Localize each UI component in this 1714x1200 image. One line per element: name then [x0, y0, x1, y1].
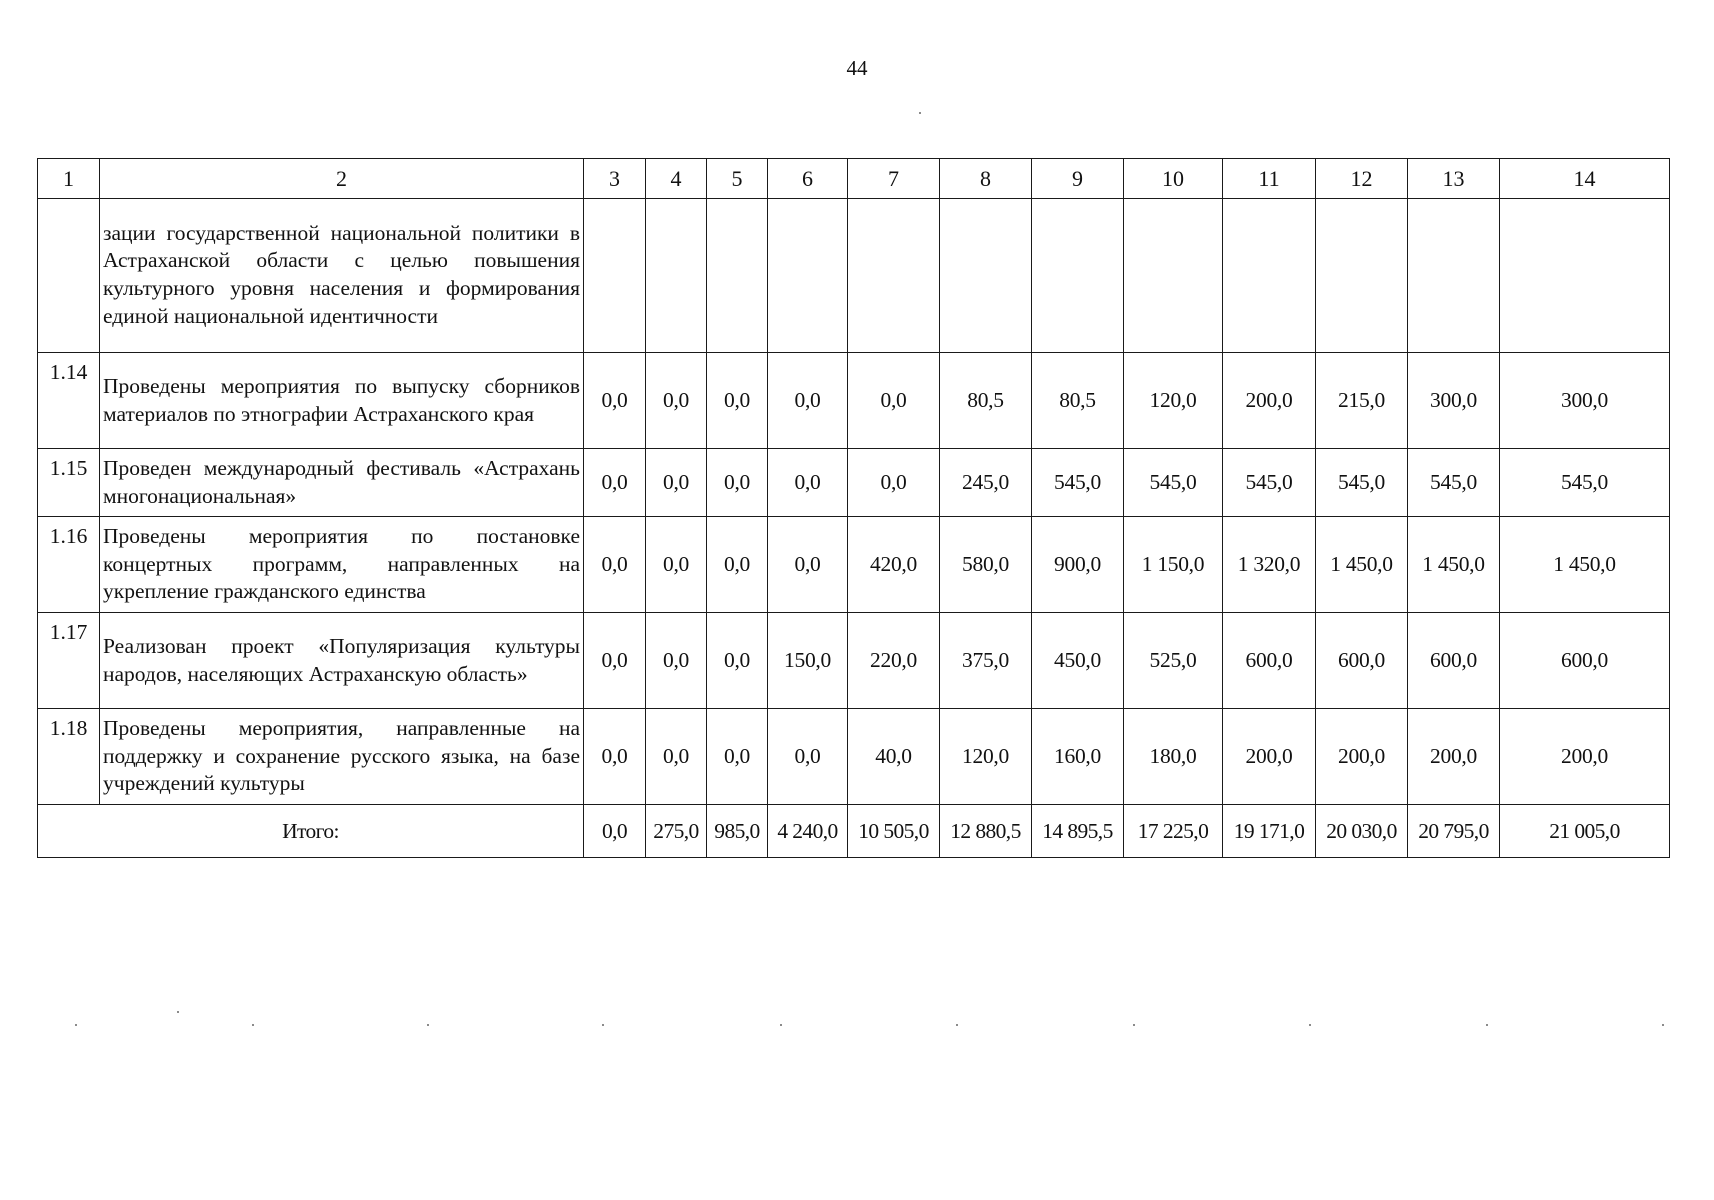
- column-header: 14: [1500, 159, 1670, 199]
- value-cell: [768, 199, 848, 353]
- scan-speck: [427, 1024, 429, 1026]
- total-value-cell: 20 795,0: [1408, 805, 1500, 858]
- column-number-row: [38, 159, 1670, 199]
- value-cell: [848, 199, 940, 353]
- total-row: [38, 805, 1670, 858]
- table-row: [38, 449, 1670, 517]
- scan-speck: [919, 112, 921, 114]
- value-cell: 0,0: [707, 517, 768, 613]
- row-number: 1.15: [38, 449, 100, 517]
- value-cell: [1408, 199, 1500, 353]
- value-cell: 0,0: [646, 353, 707, 449]
- value-cell: 0,0: [584, 353, 646, 449]
- value-cell: 545,0: [1408, 449, 1500, 517]
- value-cell: 0,0: [848, 449, 940, 517]
- value-cell: [1223, 199, 1316, 353]
- value-cell: 200,0: [1223, 709, 1316, 805]
- column-header: 8: [940, 159, 1032, 199]
- column-header: 13: [1408, 159, 1500, 199]
- column-header: 6: [768, 159, 848, 199]
- table-row: [38, 613, 1670, 709]
- value-cell: 0,0: [707, 449, 768, 517]
- value-cell: 0,0: [707, 353, 768, 449]
- value-cell: [646, 199, 707, 353]
- value-cell: 200,0: [1408, 709, 1500, 805]
- scan-speck: [1486, 1024, 1488, 1026]
- budget-table: [37, 158, 1670, 858]
- value-cell: 0,0: [584, 449, 646, 517]
- value-cell: 180,0: [1124, 709, 1223, 805]
- total-value-cell: 4 240,0: [768, 805, 848, 858]
- total-label: Итого:: [38, 805, 584, 858]
- value-cell: 200,0: [1500, 709, 1670, 805]
- column-header: 10: [1124, 159, 1223, 199]
- value-cell: [940, 199, 1032, 353]
- column-header: 4: [646, 159, 707, 199]
- column-header: 12: [1316, 159, 1408, 199]
- value-cell: 160,0: [1032, 709, 1124, 805]
- value-cell: [1032, 199, 1124, 353]
- value-cell: 0,0: [646, 709, 707, 805]
- value-cell: 0,0: [768, 709, 848, 805]
- value-cell: [1500, 199, 1670, 353]
- value-cell: 375,0: [940, 613, 1032, 709]
- total-value-cell: 14 895,5: [1032, 805, 1124, 858]
- value-cell: 0,0: [768, 449, 848, 517]
- scan-speck: [1309, 1024, 1311, 1026]
- value-cell: 40,0: [848, 709, 940, 805]
- total-value-cell: 17 225,0: [1124, 805, 1223, 858]
- row-description: Проведены мероприятия, направленные на поддержку и сохранение русского языка, на базе учреждений культуры: [100, 709, 584, 805]
- value-cell: 580,0: [940, 517, 1032, 613]
- value-cell: 545,0: [1124, 449, 1223, 517]
- column-header: 2: [100, 159, 584, 199]
- value-cell: 300,0: [1500, 353, 1670, 449]
- value-cell: 0,0: [646, 613, 707, 709]
- value-cell: 1 450,0: [1500, 517, 1670, 613]
- value-cell: 600,0: [1316, 613, 1408, 709]
- value-cell: 80,5: [940, 353, 1032, 449]
- value-cell: [1124, 199, 1223, 353]
- scan-speck: [252, 1024, 254, 1026]
- scan-speck: [1662, 1024, 1664, 1026]
- value-cell: 220,0: [848, 613, 940, 709]
- table-row: [38, 709, 1670, 805]
- value-cell: 1 450,0: [1316, 517, 1408, 613]
- value-cell: [1316, 199, 1408, 353]
- row-description: зации государственной национальной политики в Астраханской области с целью повышения культурного уровня населения и формирования единой национальной идентичности: [100, 199, 584, 353]
- value-cell: 0,0: [768, 353, 848, 449]
- value-cell: 245,0: [940, 449, 1032, 517]
- value-cell: 1 450,0: [1408, 517, 1500, 613]
- total-value-cell: 10 505,0: [848, 805, 940, 858]
- value-cell: 1 150,0: [1124, 517, 1223, 613]
- column-header: 5: [707, 159, 768, 199]
- row-number: 1.14: [38, 353, 100, 449]
- scan-speck: [956, 1024, 958, 1026]
- total-value-cell: 21 005,0: [1500, 805, 1670, 858]
- column-header: 9: [1032, 159, 1124, 199]
- value-cell: 200,0: [1223, 353, 1316, 449]
- value-cell: 80,5: [1032, 353, 1124, 449]
- value-cell: 900,0: [1032, 517, 1124, 613]
- value-cell: 545,0: [1500, 449, 1670, 517]
- value-cell: 600,0: [1500, 613, 1670, 709]
- value-cell: 215,0: [1316, 353, 1408, 449]
- value-cell: 120,0: [1124, 353, 1223, 449]
- column-header: 11: [1223, 159, 1316, 199]
- table-row: [38, 353, 1670, 449]
- page-number: 44: [846, 56, 868, 80]
- value-cell: 0,0: [768, 517, 848, 613]
- value-cell: 600,0: [1223, 613, 1316, 709]
- scan-speck: [75, 1024, 77, 1026]
- scan-speck: [1133, 1024, 1135, 1026]
- column-header: 7: [848, 159, 940, 199]
- value-cell: 0,0: [646, 517, 707, 613]
- value-cell: 120,0: [940, 709, 1032, 805]
- value-cell: 0,0: [584, 709, 646, 805]
- total-value-cell: 19 171,0: [1223, 805, 1316, 858]
- column-header: 1: [38, 159, 100, 199]
- row-number: 1.16: [38, 517, 100, 613]
- row-description: Проведены мероприятия по выпуску сборников материалов по этнографии Астраханского края: [100, 353, 584, 449]
- total-value-cell: 275,0: [646, 805, 707, 858]
- value-cell: [707, 199, 768, 353]
- scan-speck: [780, 1024, 782, 1026]
- column-header: 3: [584, 159, 646, 199]
- total-value-cell: 12 880,5: [940, 805, 1032, 858]
- value-cell: [584, 199, 646, 353]
- total-value-cell: 0,0: [584, 805, 646, 858]
- value-cell: 200,0: [1316, 709, 1408, 805]
- total-value-cell: 985,0: [707, 805, 768, 858]
- value-cell: 450,0: [1032, 613, 1124, 709]
- value-cell: 0,0: [584, 613, 646, 709]
- scan-speck: [177, 1011, 179, 1013]
- value-cell: 0,0: [646, 449, 707, 517]
- value-cell: 600,0: [1408, 613, 1500, 709]
- row-number: [38, 199, 100, 353]
- value-cell: 525,0: [1124, 613, 1223, 709]
- value-cell: 1 320,0: [1223, 517, 1316, 613]
- continuation-row: [38, 199, 1670, 353]
- value-cell: 150,0: [768, 613, 848, 709]
- value-cell: 300,0: [1408, 353, 1500, 449]
- total-value-cell: 20 030,0: [1316, 805, 1408, 858]
- row-description: Проведены мероприятия по постановке концертных программ, направленных на укрепление гражданского единства: [100, 517, 584, 613]
- row-number: 1.18: [38, 709, 100, 805]
- value-cell: 0,0: [848, 353, 940, 449]
- row-number: 1.17: [38, 613, 100, 709]
- value-cell: 545,0: [1032, 449, 1124, 517]
- value-cell: 420,0: [848, 517, 940, 613]
- scan-speck: [602, 1024, 604, 1026]
- row-description: Реализован проект «Популяризация культуры народов, населяющих Астраханскую область»: [100, 613, 584, 709]
- table-row: [38, 517, 1670, 613]
- value-cell: 545,0: [1223, 449, 1316, 517]
- value-cell: 0,0: [707, 613, 768, 709]
- value-cell: 0,0: [707, 709, 768, 805]
- value-cell: 545,0: [1316, 449, 1408, 517]
- row-description: Проведен международный фестиваль «Астрахань многонациональная»: [100, 449, 584, 517]
- value-cell: 0,0: [584, 517, 646, 613]
